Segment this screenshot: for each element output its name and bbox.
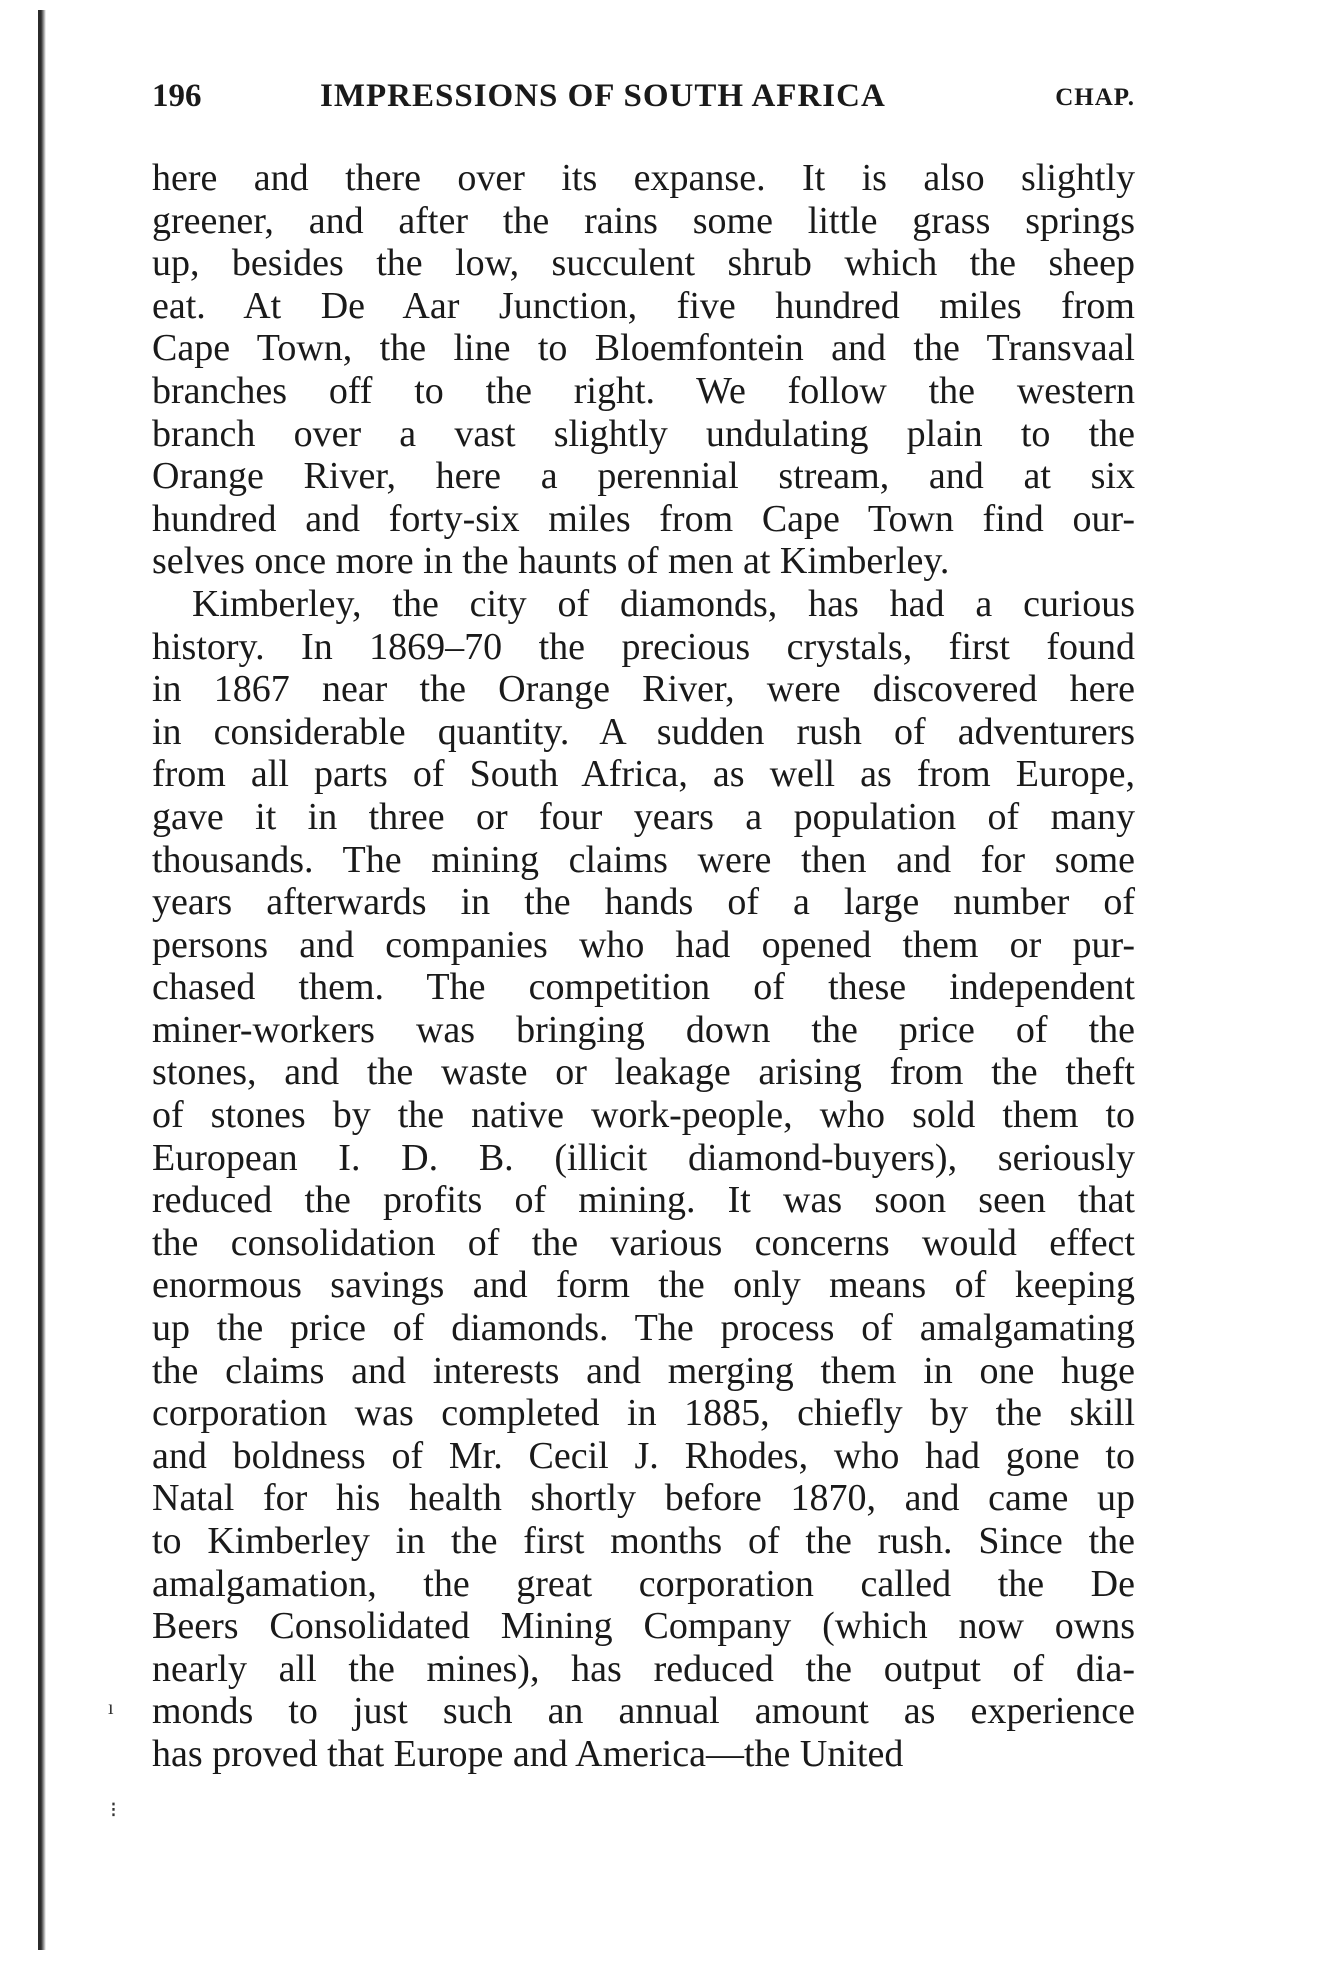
text-line: corporation was completed in 1885, chiefly by the skill xyxy=(152,1392,1135,1435)
text-line: Natal for his health shortly before 1870, and came up xyxy=(152,1477,1135,1520)
text-line: gave it in three or four years a population of many xyxy=(152,795,1135,838)
text-line: thousands. The mining claims were then and for some xyxy=(152,838,1135,881)
text-line: in 1867 near the Orange River, were discovered here xyxy=(152,668,1135,711)
text-line: eat. At De Aar Junction, five hundred miles from xyxy=(152,284,1135,327)
text-line: amalgamation, the great corporation called the De xyxy=(152,1562,1135,1605)
paragraph xyxy=(152,157,1135,583)
text-line: branch over a vast slightly undulating plain to the xyxy=(152,412,1135,455)
text-line: Beers Consolidated Mining Company (which now owns xyxy=(152,1605,1135,1648)
page-number: 196 xyxy=(152,78,202,114)
chapter-mark: CHAP. xyxy=(1055,84,1135,111)
text-line: of stones by the native work-people, who sold them to xyxy=(152,1094,1135,1137)
text-line: nearly all the mines), has reduced the output of dia- xyxy=(152,1647,1135,1690)
text-line: Cape Town, the line to Bloemfontein and the Transvaal xyxy=(152,327,1135,370)
text-line: the claims and interests and merging them in one huge xyxy=(152,1349,1135,1392)
text-line: European I. D. B. (illicit diamond-buyers), seriously xyxy=(152,1136,1135,1179)
text-line: years afterwards in the hands of a large number of xyxy=(152,881,1135,924)
text-line: enormous savings and form the only means of keeping xyxy=(152,1264,1135,1307)
text-line: reduced the profits of mining. It was soon seen that xyxy=(152,1179,1135,1222)
text-line: monds to just such an annual amount as experience xyxy=(152,1690,1135,1733)
text-line: from all parts of South Africa, as well as from Europe, xyxy=(152,753,1135,796)
text-line: greener, and after the rains some little grass springs xyxy=(152,199,1135,242)
text-line: stones, and the waste or leakage arising from the theft xyxy=(152,1051,1135,1094)
text-line: hundred and forty-six miles from Cape Town find our- xyxy=(152,497,1135,540)
body-text xyxy=(152,157,1135,1776)
text-line: to Kimberley in the first months of the rush. Since the xyxy=(152,1520,1135,1562)
text-line: history. In 1869–70 the precious crystals, first found xyxy=(152,625,1135,668)
margin-mark: ⁝ xyxy=(110,1797,117,1822)
book-title: IMPRESSIONS OF SOUTH AFRICA xyxy=(320,78,886,114)
text-line: and boldness of Mr. Cecil J. Rhodes, who had gone to xyxy=(152,1434,1135,1477)
text-line: has proved that Europe and America—the United xyxy=(152,1732,904,1775)
text-line: selves once more in the haunts of men at Kimberley. xyxy=(152,540,950,583)
paragraph xyxy=(152,583,1135,1776)
text-line: miner-workers was bringing down the price of the xyxy=(152,1008,1135,1051)
text-line: chased them. The competition of these independent xyxy=(152,966,1135,1009)
text-line: Orange River, here a perennial stream, and at six xyxy=(152,455,1135,498)
text-line: up, besides the low, succulent shrub which the sheep xyxy=(152,242,1135,285)
text-line: here and there over its expanse. It is also slightly xyxy=(152,157,1135,199)
margin-mark: ı xyxy=(108,1697,114,1719)
text-line: in considerable quantity. A sudden rush of adventurers xyxy=(152,710,1135,753)
text-line: branches off to the right. We follow the western xyxy=(152,369,1135,412)
text-line: up the price of diamonds. The process of amalgamating xyxy=(152,1307,1135,1350)
running-head xyxy=(152,78,1135,128)
text-line: the consolidation of the various concerns would effect xyxy=(152,1221,1135,1264)
text-line: Kimberley, the city of diamonds, has had a curious xyxy=(192,582,1135,625)
text-line: persons and companies who had opened them or pur- xyxy=(152,923,1135,966)
binding-edge xyxy=(38,10,46,1950)
